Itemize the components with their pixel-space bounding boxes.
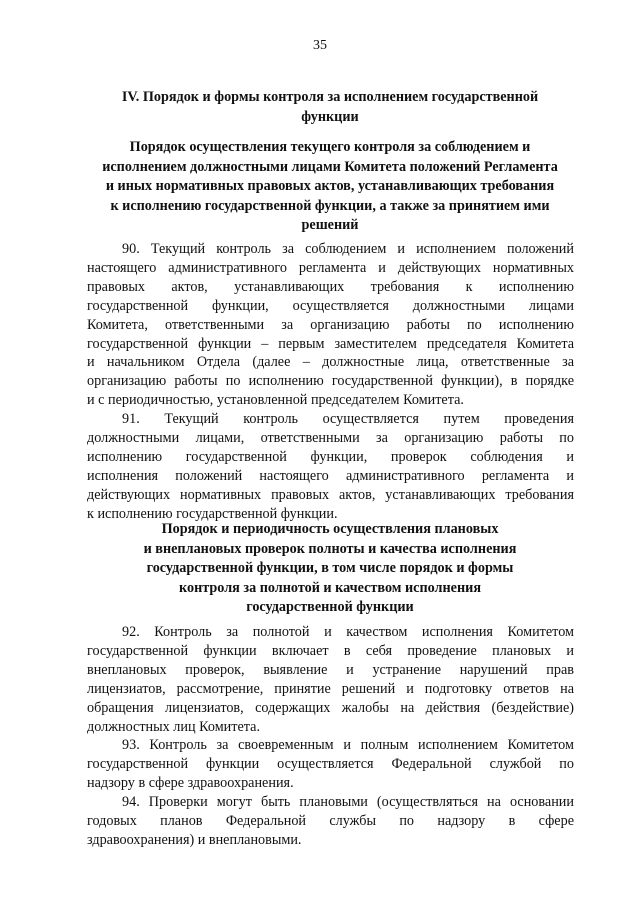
- text-line: исполнению государственной функции, проверок соблюдения и: [87, 448, 574, 465]
- section-title-line: функции: [301, 108, 359, 125]
- text-line: Комитета, ответственными за организацию работы по исполнению: [87, 316, 574, 333]
- subsection-title-line: государственной функции, в том числе порядок и формы: [146, 560, 514, 576]
- paragraph-94: [87, 793, 574, 850]
- subsection-title-line: исполнением должностными лицами Комитета положений Регламента: [102, 158, 558, 175]
- text-line: должностными лицами, ответственными за организацию работы по: [87, 429, 574, 446]
- subsection-title-line: государственной функции: [246, 599, 414, 615]
- subsection-title-line: Порядок осуществления текущего контроля за соблюдением и: [129, 139, 531, 155]
- subsection-title-inspections: [90, 520, 570, 618]
- text-line: 90. Текущий контроль за соблюдением и исполнением положений: [122, 241, 574, 257]
- text-line: действующих нормативных правовых актов, устанавливающих требования: [87, 486, 574, 503]
- paragraph-93: [87, 736, 574, 793]
- text-line: настоящего административного регламента и действующих нормативных: [87, 259, 574, 276]
- text-line: и начальником Отдела (далее – должностные лица, ответственные за: [87, 354, 574, 371]
- text-line: обращения лицензиатов, содержащих жалобы на действия (бездействие): [87, 699, 574, 716]
- paragraph-91: [87, 410, 574, 523]
- subsection-title-line: и иных нормативных правовых актов, устанавливающих требования: [105, 178, 555, 194]
- text-line: здравоохранения) и внеплановыми.: [87, 831, 302, 848]
- text-line: правовых актов, устанавливающих требования к исполнению: [87, 278, 574, 295]
- text-line: исполнения положений настоящего административного регламента и: [87, 467, 574, 484]
- subsection-title-line: к исполнению государственной функции, а также за принятием ими: [110, 197, 550, 214]
- subsection-title-line: Порядок и периодичность осуществления плановых: [161, 521, 499, 537]
- text-line: лицензиатов, рассмотрение, принятие решений и подготовку ответов на: [87, 680, 574, 697]
- text-line: государственной функции осуществляется Федеральной службой по: [87, 755, 574, 772]
- subsection-title-line: контроля за полнотой и качеством исполнения: [179, 579, 481, 596]
- paragraph-92: [87, 623, 574, 736]
- page-number: 35: [313, 38, 327, 53]
- text-line: государственной функции – первым заместителем председателя Комитета: [87, 335, 574, 352]
- section-title: [90, 88, 570, 127]
- subsection-title-current-control: [90, 138, 570, 236]
- text-line: 91. Текущий контроль осуществляется путем проведения: [122, 411, 574, 427]
- text-line: должностных лиц Комитета.: [87, 718, 260, 735]
- section-title-line: IV. Порядок и формы контроля за исполнением государственной: [121, 89, 539, 105]
- text-line: внеплановых проверок, выявление и устранение нарушений прав: [87, 661, 574, 678]
- text-line: годовых планов Федеральной службы по надзору в сфере: [87, 812, 574, 829]
- text-line: и с периодичностью, установленной председателем Комитета.: [87, 392, 464, 409]
- subsection-title-line: решений: [301, 217, 359, 233]
- subsection-title-line: и внеплановых проверок полноты и качества исполнения: [143, 540, 517, 557]
- text-line: надзору в сфере здравоохранения.: [87, 774, 294, 791]
- text-line: 94. Проверки могут быть плановыми (осуществляться на основании: [122, 794, 574, 810]
- text-line: государственной функции включает в себя проведение плановых и: [87, 642, 574, 659]
- paragraph-90: [87, 240, 574, 410]
- text-line: организацию работы по исполнению государственной функции), в порядке: [87, 373, 574, 390]
- text-line: государственной функции, осуществляется должностными лицами: [87, 297, 574, 314]
- text-line: 93. Контроль за своевременным и полным исполнением Комитетом: [122, 737, 574, 753]
- text-line: к исполнению государственной функции.: [87, 505, 338, 522]
- text-line: 92. Контроль за полнотой и качеством исполнения Комитетом: [122, 624, 574, 640]
